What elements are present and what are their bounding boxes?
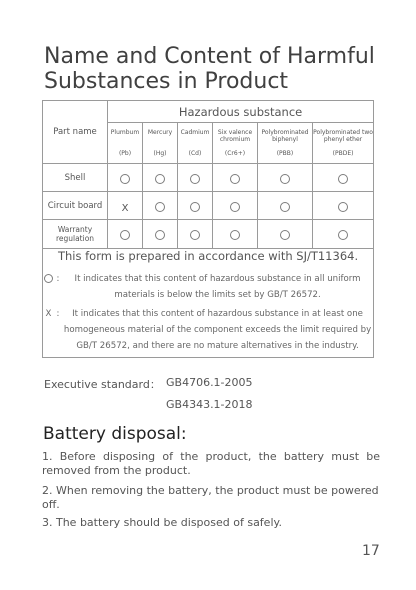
hazardous-substance-header: Hazardous substance [108,101,374,123]
circle-icon [230,230,240,240]
note-circle-text: It indicates that this content of hazardous substance in all uniform materials is below the limits set by GB/T 26572. [74,274,361,300]
mark-cell [178,192,213,220]
mark-cell [258,164,313,192]
page-title: Name and Content of Harmful Substances in Product [44,44,375,94]
table-row [43,164,374,192]
mark-cell [213,192,258,220]
mark-cell [143,220,178,249]
note-circle [43,271,373,303]
mark-cell [313,164,374,192]
mark-cell [143,192,178,220]
substance-symbol: (PBB) [276,150,294,157]
note-x [43,306,373,354]
battery-item-3: 3. The battery should be disposed of safely. [42,516,282,529]
circle-icon [280,230,290,240]
table-row [43,192,374,220]
circle-icon [190,230,200,240]
circle-icon [338,174,348,184]
part-name-header: Part name [43,101,108,164]
substance-name: Mercury [147,129,173,136]
substance-symbol: (Cd) [188,150,202,157]
note-circle-colon: : [56,274,60,284]
part-name-cell: Circuit board [43,192,108,220]
circle-icon [120,174,130,184]
part-name-cell: Warranty regulation [43,220,108,249]
circle-icon [155,174,165,184]
standard-value-1: GB4706.1-2005 [166,376,253,389]
battery-item-1: 1. Before disposing of the product, the battery must be removed from the product. [42,450,380,477]
circle-icon [280,202,290,212]
mark-cell [108,192,143,220]
x-icon: X [45,309,52,319]
circle-icon [155,202,165,212]
substance-header-cell [313,123,374,164]
mark-cell [143,164,178,192]
circle-icon [190,202,200,212]
substance-header-cell [213,123,258,164]
substance-symbol: (Pb) [118,150,132,157]
page-number: 17 [362,543,380,559]
battery-disposal-title: Battery disposal: [43,424,187,444]
part-name-cell: Shell [43,164,108,192]
mark-cell [313,192,374,220]
mark-cell [213,220,258,249]
substance-name: Polybrominated two phenyl ether [313,129,373,143]
note-x-colon: : [56,309,60,319]
circle-icon [43,271,54,303]
hazardous-substances-table [42,100,374,358]
mark-cell [258,192,313,220]
mark-cell [313,220,374,249]
substance-name: Plumbum [110,129,140,136]
battery-item-2: 2. When removing the battery, the product must be powered off. [42,484,379,511]
substance-name: Cadmium [180,129,210,136]
substance-name: Polybrominated biphenyl [261,129,309,143]
substance-name: Six valence chromium [217,129,253,143]
circle-icon [190,174,200,184]
circle-icon [280,174,290,184]
substance-header-cell [178,123,213,164]
mark-cell [213,164,258,192]
mark-cell [178,164,213,192]
circle-icon [338,202,348,212]
note-x-text: It indicates that this content of hazardous substance in at least one homogeneous material of the component exceeds the limit required by GB/T 26572, and there are no mature alternatives in the industry. [63,309,372,351]
mark-cell [258,220,313,249]
executive-standard-label: Executive standard： [44,378,161,391]
circle-icon [120,230,130,240]
x-mark: X [121,203,129,214]
note-title: This form is prepared in accordance with SJ/T11364. [57,249,359,263]
notes-cell [43,249,374,358]
standard-value-2: GB4343.1-2018 [166,398,253,411]
circle-icon [155,230,165,240]
mark-cell [178,220,213,249]
circle-icon [338,230,348,240]
substance-symbol: (PBDE) [332,150,354,157]
substance-header-cell [258,123,313,164]
substance-header-cell [143,123,178,164]
substance-symbol: (Cr6+) [224,150,246,157]
circle-icon [230,174,240,184]
mark-cell [108,220,143,249]
table-row [43,220,374,249]
mark-cell [108,164,143,192]
circle-icon [230,202,240,212]
substance-header-cell [108,123,143,164]
substance-symbol: (Hg) [153,150,167,157]
